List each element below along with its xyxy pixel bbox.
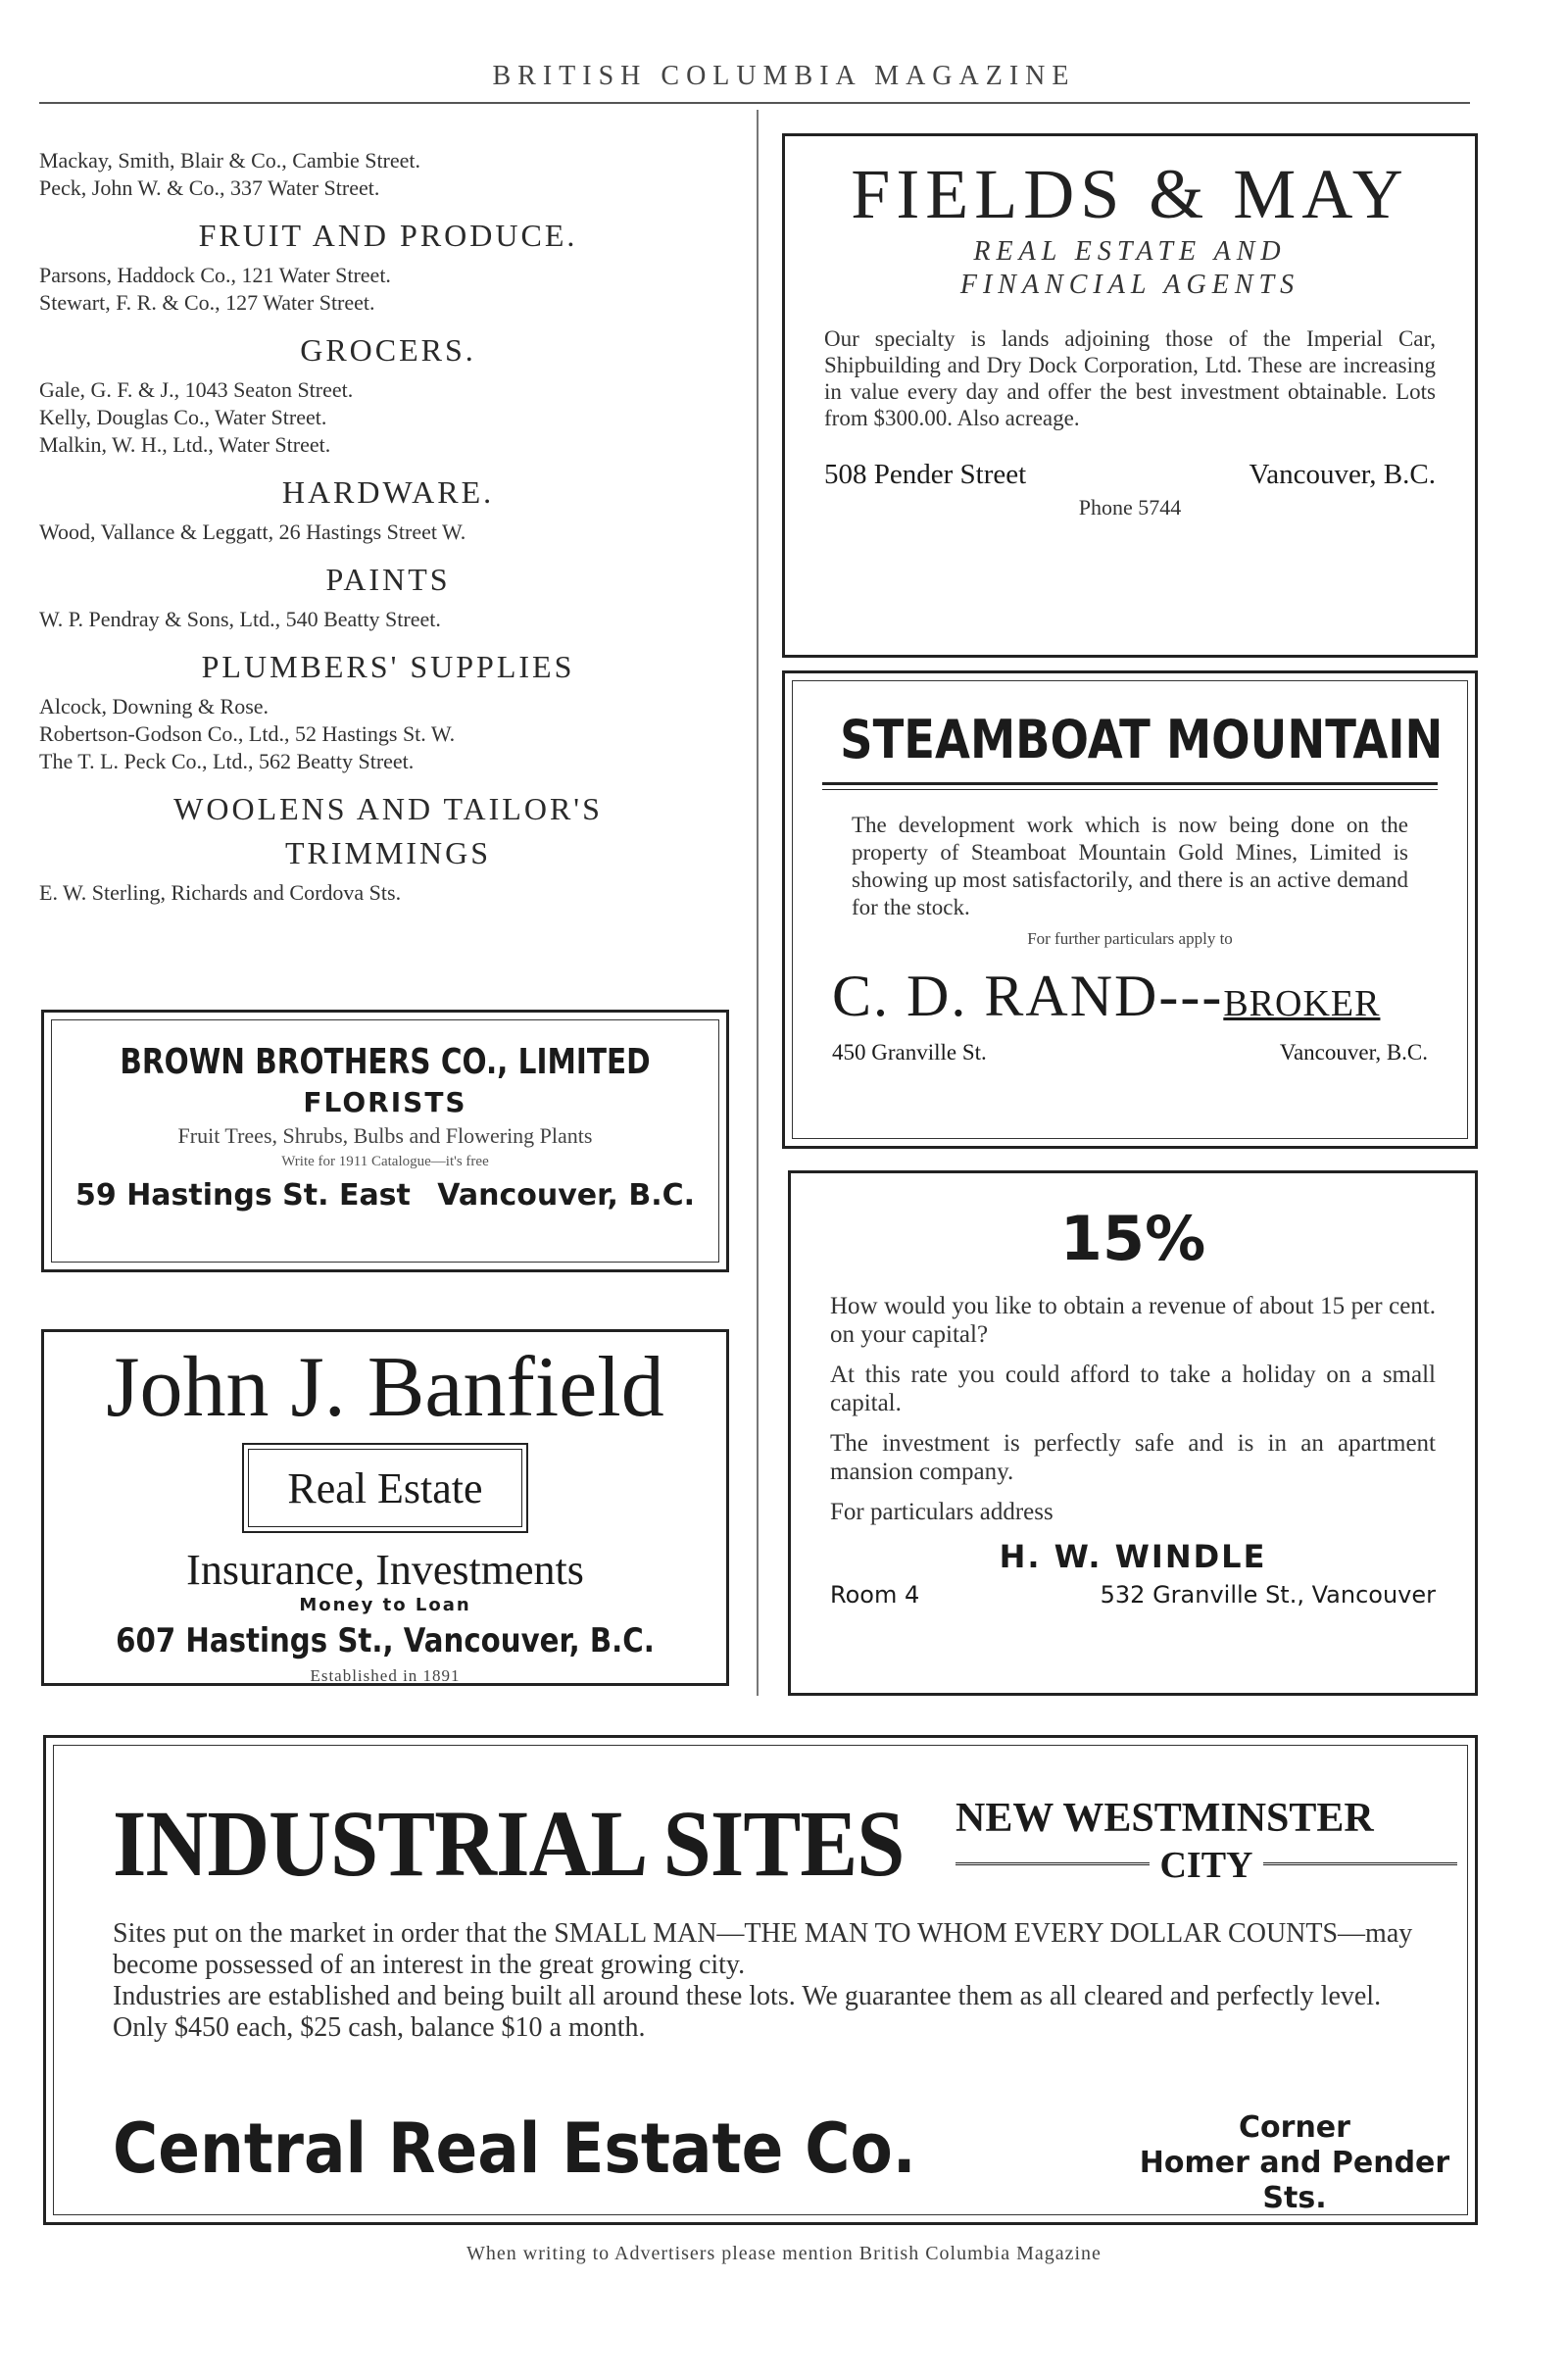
directory-entry: W. P. Pendray & Sons, Ltd., 540 Beatty Street. (39, 607, 441, 631)
directory-entry: Malkin, W. H., Ltd., Water Street. (39, 432, 331, 457)
fields-may-subtitle: FINANCIAL AGENTS (959, 270, 1300, 300)
fields-may-ad (782, 133, 1478, 658)
footer-note: When writing to Advertisers please mention British Columbia Magazine (466, 2243, 1102, 2264)
banfield-established: Established in 1891 (310, 1666, 461, 1685)
central-real-estate-name: Central Real Estate Co. (113, 2108, 916, 2189)
running-head: BRITISH COLUMBIA MAGAZINE (492, 61, 1076, 91)
banfield-services: Insurance, Investments (186, 1546, 584, 1594)
broker-name: C. D. RAND--- (832, 964, 1224, 1028)
fields-may-subtitle: REAL ESTATE AND (973, 236, 1287, 267)
real-estate-label: Real Estate (248, 1449, 522, 1527)
directory-category-woolens: WOOLENS AND TAILOR'S (173, 791, 603, 826)
industrial-sites-inner-border (53, 1745, 1468, 2215)
steamboat-title: STEAMBOAT MOUNTAIN (840, 709, 1444, 770)
fifteen-para: The investment is perfectly safe and is in an apartment mansion company. (830, 1430, 1436, 1485)
industrial-sites-ad (43, 1735, 1478, 2225)
fields-may-text: Our specialty is lands adjoining those of the Imperial Car, Shipbuilding and Dry Dock Corporation, Ltd. These are increasing in value every day and offer the best investment obtainable. Lots from $300.00. Also acreage. (824, 326, 1436, 430)
windle-address: 532 Granville St., Vancouver (1100, 1581, 1436, 1609)
fields-may-phone: Phone 5744 (1078, 495, 1182, 520)
directory-entry: Mackay, Smith, Blair & Co., Cambie Street. (39, 148, 421, 173)
fifteen-para: For particulars address (830, 1499, 1054, 1525)
brown-brothers-address-row (52, 1178, 718, 1213)
windle-room: Room 4 (830, 1581, 920, 1609)
fields-may-address-row (785, 459, 1475, 491)
steamboat-address: 450 Granville St. (832, 1040, 987, 1065)
city-label-row (956, 1844, 1457, 1887)
brown-brothers-inner-border (51, 1019, 719, 1263)
directory-category-woolens-line2: TRIMMINGS (284, 835, 492, 870)
brown-brothers-catalogue: Write for 1911 Catalogue—it's free (281, 1154, 489, 1169)
steamboat-city: Vancouver, B.C. (1279, 1040, 1428, 1065)
directory-category-paints: PAINTS (325, 562, 451, 597)
banfield-ad (41, 1329, 729, 1686)
directory-entry: Alcock, Downing & Rose. (39, 694, 270, 718)
industrial-para: Only $450 each, $25 cash, balance $10 a month. (113, 2012, 646, 2043)
banfield-address: 607 Hastings St., Vancouver, B.C. (116, 1621, 655, 1660)
corner-label: Corner (1239, 2110, 1350, 2145)
directory-category-plumbers: PLUMBERS' SUPPLIES (201, 649, 575, 684)
directory-category-grocers: GROCERS. (300, 332, 476, 368)
directory-entry: Stewart, F. R. & Co., 127 Water Street. (39, 290, 375, 315)
steamboat-title-rule (822, 782, 1438, 790)
city-rule-left (956, 1862, 1150, 1869)
windle-address-row (791, 1581, 1475, 1609)
directory-entry: Peck, John W. & Co., 337 Water Street. (39, 175, 380, 200)
directory-entry: Gale, G. F. & J., 1043 Seaton Street. (39, 377, 354, 402)
fifteen-percent-title: 15% (1059, 1203, 1206, 1274)
corner-address (1132, 2110, 1457, 2216)
corner-streets: Homer and Pender Sts. (1139, 2146, 1450, 2215)
city-label: CITY (1159, 1845, 1253, 1886)
fields-may-title: FIELDS & MAY (851, 155, 1409, 233)
directory-entry: E. W. Sterling, Richards and Cordova Sts. (39, 880, 402, 905)
steamboat-broker (832, 963, 1467, 1030)
steamboat-further: For further particulars apply to (1027, 929, 1233, 948)
industrial-sites-text (113, 1918, 1418, 2044)
header-rule (39, 102, 1470, 104)
directory-entry: Robertson-Godson Co., Ltd., 52 Hastings St. W. (39, 721, 456, 746)
fifteen-percent-ad (788, 1170, 1478, 1696)
broker-word: BROKER (1223, 983, 1381, 1024)
banfield-title: John J. Banfield (106, 1340, 664, 1435)
steamboat-ad (782, 670, 1478, 1149)
windle-name: H. W. WINDLE (999, 1538, 1267, 1575)
brown-brothers-ad (41, 1010, 729, 1272)
fields-may-address: 508 Pender Street (824, 459, 1027, 490)
brown-brothers-address: 59 Hastings St. East (75, 1178, 411, 1213)
steamboat-address-row (793, 1040, 1467, 1065)
fifteen-para: At this rate you could afford to take a holiday on a small capital. (830, 1362, 1436, 1416)
steamboat-inner-border (792, 680, 1468, 1139)
fifteen-percent-text (791, 1292, 1475, 1526)
directory-entry: The T. L. Peck Co., Ltd., 562 Beatty Street. (39, 749, 415, 773)
industrial-sites-title: INDUSTRIAL SITES (113, 1791, 905, 1896)
brown-brothers-city: Vancouver, B.C. (437, 1178, 695, 1213)
fields-may-city: Vancouver, B.C. (1249, 459, 1436, 490)
directory-category-fruit: FRUIT AND PRODUCE. (198, 218, 578, 253)
business-directory (39, 147, 737, 907)
column-divider (757, 110, 759, 1696)
directory-entry: Wood, Vallance & Leggatt, 26 Hastings Street W. (39, 520, 466, 544)
brown-brothers-title: BROWN BROTHERS CO., LIMITED (120, 1042, 651, 1082)
industrial-para: Sites put on the market in order that the SMALL MAN—THE MAN TO WHOM EVERY DOLLAR COUNTS—may become possessed of an interest in the great growing city. (113, 1918, 1413, 1980)
directory-entry: Parsons, Haddock Co., 121 Water Street. (39, 263, 391, 287)
real-estate-badge (242, 1443, 528, 1533)
brown-brothers-subtitle: FLORISTS (303, 1086, 467, 1118)
steamboat-text: The development work which is now being done on the property of Steamboat Mountain Gold Mines, Limited is showing up most satisfactorily, and there is an active demand for the stock. (852, 813, 1408, 919)
city-rule-right (1263, 1862, 1457, 1869)
directory-entry: Kelly, Douglas Co., Water Street. (39, 405, 327, 429)
banfield-money: Money to Loan (299, 1595, 471, 1615)
industrial-para: Industries are established and being built all around these lots. We guarantee them as all cleared and perfectly level. (113, 1981, 1382, 2011)
directory-category-hardware: HARDWARE. (281, 474, 495, 510)
new-westminster-label: NEW WESTMINSTER (956, 1796, 1374, 1841)
fifteen-para: How would you like to obtain a revenue of about 15 per cent. on your capital? (830, 1293, 1436, 1348)
brown-brothers-text: Fruit Trees, Shrubs, Bulbs and Flowering Plants (177, 1123, 593, 1148)
